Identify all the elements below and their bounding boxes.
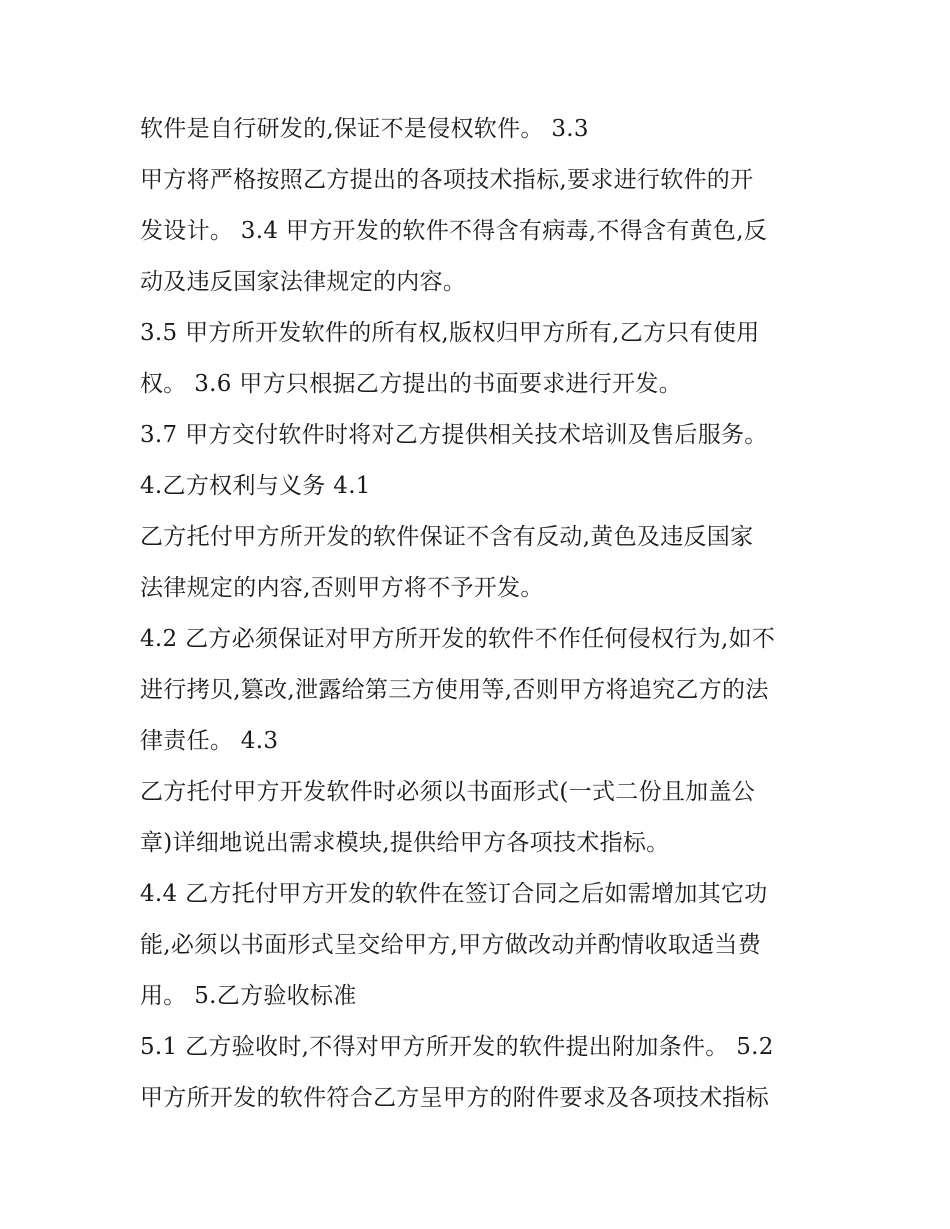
text-line: 进行拷贝,篡改,泄露给第三方使用等,否则甲方将追究乙方的法 <box>140 677 769 703</box>
text-line: 章)详细地说出需求模块,提供给甲方各项技术指标。 <box>140 830 670 856</box>
text-line: 乙方托付甲方开发软件时必须以书面形式(一式二份且加盖公 <box>140 779 756 805</box>
text-line: 律责任。 4.3 <box>140 728 279 754</box>
text-line: 4.乙方权利与义务 4.1 <box>140 473 371 499</box>
document-body <box>140 104 840 1124</box>
text-line: 法律规定的内容,否则甲方将不予开发。 <box>140 575 544 601</box>
text-line: 权。 3.6 甲方只根据乙方提出的书面要求进行开发。 <box>140 371 682 397</box>
text-line: 动及违反国家法律规定的内容。 <box>140 269 467 295</box>
text-line: 软件是自行研发的,保证不是侵权软件。 3.3 <box>140 116 589 142</box>
text-line: 5.1 乙方验收时,不得对甲方所开发的软件提出附加条件。 5.2 <box>140 1034 774 1060</box>
text-line: 用。 5.乙方验收标准 <box>140 983 357 1009</box>
text-line: 4.4 乙方托付甲方开发的软件在签订合同之后如需增加其它功 <box>140 881 768 907</box>
text-line: 甲方将严格按照乙方提出的各项技术指标,要求进行软件的开 <box>140 167 754 193</box>
text-line: 甲方所开发的软件符合乙方呈甲方的附件要求及各项技术指标 <box>140 1085 770 1111</box>
text-line: 4.2 乙方必须保证对甲方所开发的软件不作任何侵权行为,如不 <box>140 626 776 652</box>
text-line: 能,必须以书面形式呈交给甲方,甲方做改动并酌情收取适当费 <box>140 932 762 958</box>
text-line: 发设计。 3.4 甲方开发的软件不得含有病毒,不得含有黄色,反 <box>140 218 768 244</box>
text-line: 乙方托付甲方所开发的软件保证不含有反动,黄色及违反国家 <box>140 524 754 550</box>
text-line: 3.7 甲方交付软件时将对乙方提供相关技术培训及售后服务。 <box>140 422 768 448</box>
text-line: 3.5 甲方所开发软件的所有权,版权归甲方所有,乙方只有使用 <box>140 320 760 346</box>
